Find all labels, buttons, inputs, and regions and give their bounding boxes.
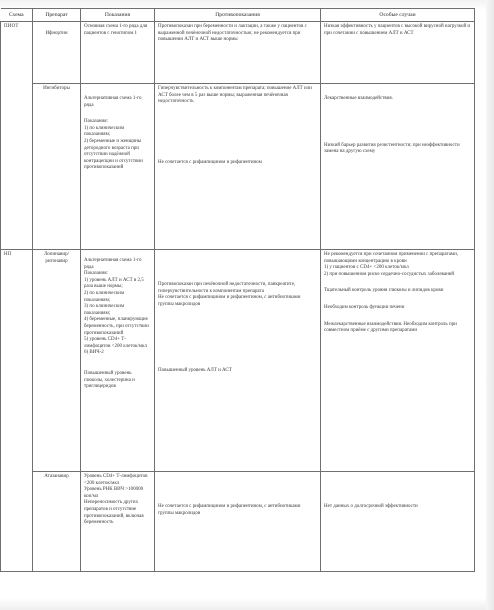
header-indications: Показания [81,9,155,22]
indications-cell [81,84,155,250]
indications-text: Уровень РНК ВИЧ >100000 коп/мл [84,487,144,499]
indications-text: Основная схема 1-го ряда для пациентов с генотипом 1 [84,24,148,36]
special-cases-cell [321,250,475,472]
indications-text: Непереносимость других препаратов и отсутствие противопоказаний, включая беременность [84,500,144,526]
indications-text: 4) беременные, планирующие беременность, при отсутствии противопоказаний [84,317,149,336]
page-edge [486,0,494,610]
header-special-cases: Особые случаи [321,9,475,22]
contraindications-text: Противопоказан при печёночной недостаточности, панкреатите, гиперчувствительности к компонентам препарата [158,282,296,294]
special-cases-cell [321,22,475,84]
special-cases-cell [321,84,475,250]
header-drug: Препарат [33,9,81,22]
indications-text: Показания: [84,119,108,125]
special-cases-text: Не рекомендуется при сочетанном применении с препаратами, повышающими концентрацию в крови [324,252,459,264]
drug-name: Ингибиторы [33,84,81,250]
header-scheme: Схема [1,9,33,22]
indications-text: 3) по клиническим показаниям; [84,304,125,316]
indications-text: Альтернативная схема 1-го ряда [84,258,142,270]
table-row [1,84,475,250]
contraindications-cell [155,84,321,250]
special-cases-text: Необходим контроль функции печени [324,304,405,310]
table-row [1,250,475,472]
special-cases-text: Лекарственные взаимодействия. [324,96,393,101]
special-cases-text: Межлекарственные взаимодействия. Необходим контроль при совместном приёме с другими препаратами [324,321,457,334]
indications-text: Альтернативная схема 1-го ряда [84,96,142,108]
indications-text: 1) уровень АЛТ и АСТ в 2,5 раза выше нормы; [84,277,144,290]
indications-cell [81,22,155,84]
contraindications-text: Не сочетается с рифампицином и рифапентином, с антибиотиками группы макролидов [158,295,301,307]
contraindications-cell [155,472,321,572]
contraindications-text: Гиперчувствительность к компонентам препарата; повышение АЛТ или АСТ более чем в 5 раз выше нормы; выраженная печёночная недостаточность [158,86,312,105]
drug-name: Лопинавир/ ритонавир [33,250,81,472]
contraindications-cell [155,250,321,472]
special-cases-text: 1) у пациентов с CD4+ <200 клеток/мкл [324,265,409,271]
indications-text: Показания: [84,271,108,277]
table-row [1,472,475,572]
indications-text: 5) уровень CD4+ Т-лимфоцитов <200 клеток/мкл [84,337,147,349]
header-contraindications: Противопоказания [155,9,321,22]
table-row [1,22,475,84]
special-cases-text: Нет данных о долгосрочной эффективности [324,504,418,509]
treatment-regimen-table [0,8,475,572]
group-label-1: ПИОТ [1,22,33,250]
contraindications-cell [155,22,321,84]
indications-cell [81,472,155,572]
contraindications-text: Не сочетается с рифампицином и рифапентином [158,159,262,165]
contraindications-text: Противопоказан при беременности и лактации, а также у пациентов с выраженной печёночной недостаточностью; не рекомендуется при повышении АЛТ и АСТ выше нормы [158,24,307,43]
drug-name: Атазанавир [33,472,81,572]
indications-text: 2) беременные и женщины детородного возраста при отсутствии надёжной контрацепции и отсутствии противопоказаний [84,138,143,171]
indications-text: 1) по клиническим показаниям; [84,125,125,138]
indications-text: 2) по клиническим показаниям; [84,290,125,303]
special-cases-text: Низкий барьер развития резистентности; при неэффективности замена на другую схему [324,142,460,155]
contraindications-text: Не сочетается с рифампицином и рифапентином, с антибиотиками группы макролидов [158,504,301,516]
special-cases-text: Тщательный контроль уровня глюкозы и липидов крови [324,288,444,294]
special-cases-text: 2) при повышенном риске сердечно-сосудистых заболеваний [324,271,455,277]
special-cases-text: Низкая эффективность у пациентов с высокой вирусной нагрузкой и при сочетании с повышением АЛТ и АСТ [324,24,471,36]
table-header-row [1,9,475,22]
group-label-2: НП [1,250,33,572]
special-cases-cell [321,472,475,572]
indications-cell [81,250,155,472]
indications-text: Повышенный уровень глюкозы, холестерина и триглицеридов [84,370,135,390]
indications-text: 6) ВИЧ-2 [84,350,104,356]
indications-text: Уровень CD4+ Т-лимфоцитов <200 клеток/мкл [84,474,148,486]
document-scan [0,8,494,603]
contraindications-text: Повышенный уровень АЛТ и АСТ [158,368,232,374]
drug-name: Ифнортин [33,22,81,84]
